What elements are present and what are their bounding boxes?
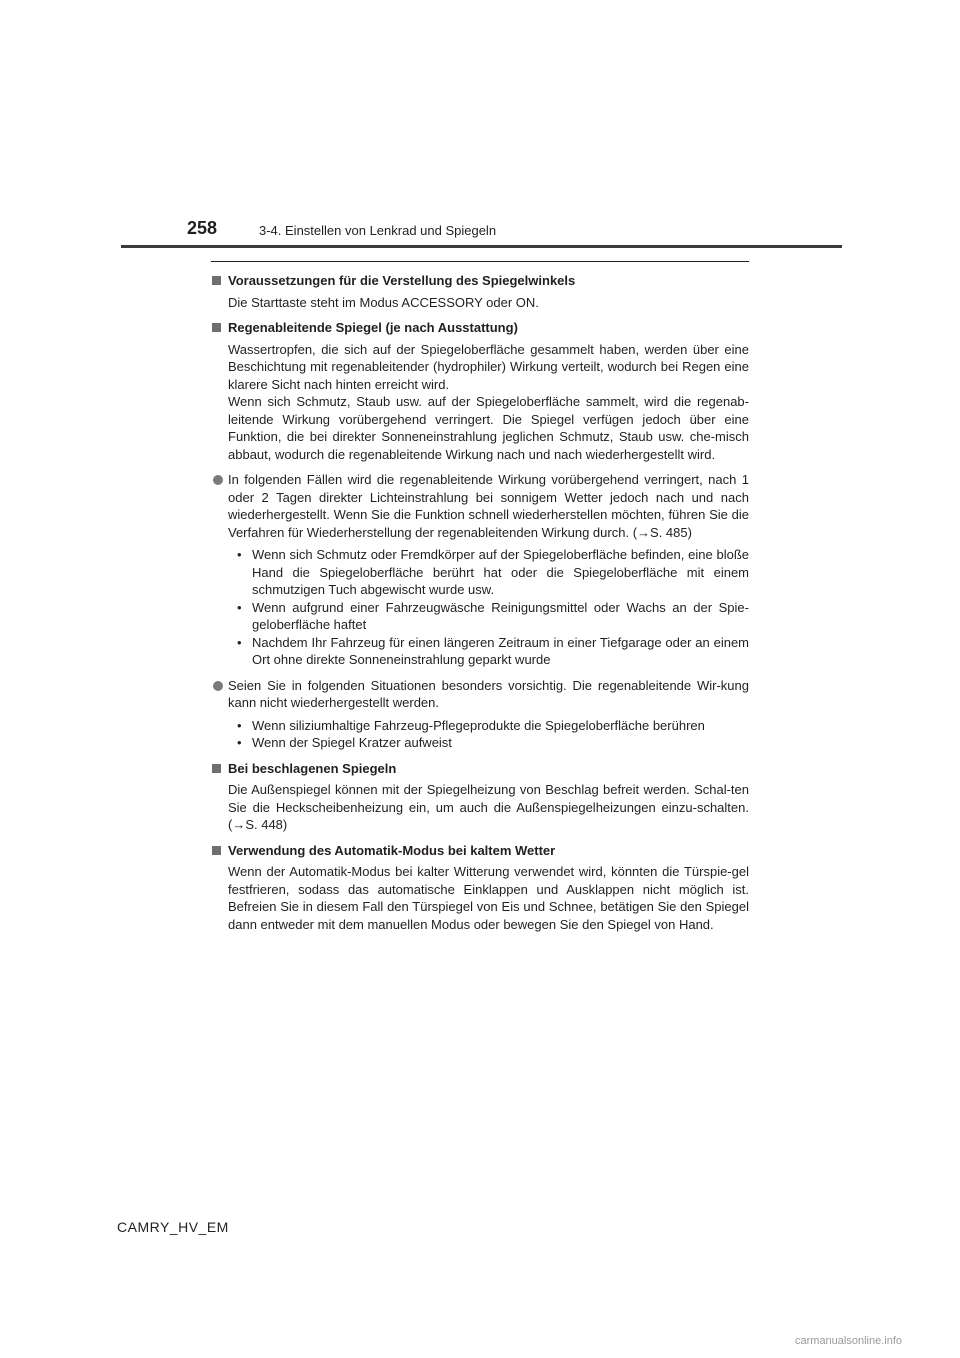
note-item (211, 677, 749, 712)
note-item (211, 471, 749, 541)
square-bullet-icon (212, 276, 221, 285)
content-rule (211, 261, 749, 262)
bullet-list (211, 717, 749, 752)
paragraph-text: Die Starttaste steht im Modus ACCESSORY oder ON. (228, 294, 539, 310)
bullet-list (211, 546, 749, 669)
section-heading (211, 319, 749, 337)
list-item (228, 734, 749, 752)
section-heading (211, 842, 749, 860)
note-text: In folgenden Fällen wird die regenableitende Wirkung vorübergehend verringert, nach 1 oder 2 Tagen direkter Lichteinstrahlung bei sonnigem Wetter jedoch nach und nach wiederhergestellt. Wenn Sie die Funktion schnell wiederherstellen möchten, führen Sie die Verfahren für Wiederherstellung der regenableitenden Wirkung durch. (228, 472, 749, 540)
bullet-dot-icon: • (237, 547, 242, 562)
section-heading-text: Regenableitende Spiegel (je nach Ausstattung) (228, 320, 518, 335)
square-bullet-icon (212, 323, 221, 332)
bullet-dot-icon: • (237, 735, 242, 750)
section-mirror-angle-conditions (211, 272, 749, 311)
list-item (228, 634, 749, 669)
list-item-text: Nachdem Ihr Fahrzeug für einen längeren Zeitraum in einer Tiefgarage oder an einem Ort ohne direkte Sonneneinstrahlung geparkt wurde (252, 634, 749, 667)
section-heading (211, 760, 749, 778)
section-heading-text: Verwendung des Automatik-Modus bei kaltem Wetter (228, 842, 556, 858)
list-item (228, 546, 749, 599)
page-number: 258 (187, 218, 218, 238)
list-item-text: Wenn sich Schmutz oder Fremdkörper auf der Spiegeloberfläche befinden, eine bloße Hand die Spiegeloberfläche berührt hat oder die Spiegeloberfläche mit einem schmutzigen Tuch abgewischt wurde usw. (252, 547, 749, 597)
chapter-title: 3-4. Einstellen von Lenkrad und Spiegeln (259, 223, 497, 238)
section-auto-mode-cold-weather (211, 842, 749, 934)
list-item (228, 717, 749, 735)
list-item-text: Wenn aufgrund einer Fahrzeugwäsche Reinigungsmittel oder Wachs an der Spie-geloberfläche haftet (252, 599, 749, 632)
section-fogged-mirrors (211, 760, 749, 834)
bullet-dot-icon: • (237, 599, 242, 615)
document-code: CAMRY_HV_EM (117, 1219, 229, 1235)
section-heading-text: Voraussetzungen für die Verstellung des Spiegelwinkels (228, 273, 576, 288)
section-heading-text: Bei beschlagenen Spiegeln (228, 760, 397, 776)
paragraph-text: Wassertropfen, die sich auf der Spiegeloberfläche gesammelt haben, werden über eine Beschichtung mit regenableitender (hydrophiler) Wirkung verteilt, wodurch bei Regen eine klarere Sicht nach hinten erreicht wird. (228, 341, 749, 392)
paragraph-text: Wenn der Automatik-Modus bei kalter Witterung verwendet wird, könnten die Türspie-gel festfrieren, sodass das automatische Einklappen und Ausklappen nicht möglich ist. Befreien Sie in diesem Fall den Türspiegel von Eis und Schnee, betätigen Sie den Spiegel dann entweder mit dem manuellen Modus oder bewegen Sie den Spiegel von Hand. (228, 864, 749, 932)
section-heading (211, 272, 749, 290)
section-rain-repellent-mirrors (211, 319, 749, 752)
section-paragraph (211, 781, 749, 834)
list-item-text: Wenn der Spiegel Kratzer aufweist (252, 735, 452, 750)
paragraph-text: Wenn sich Schmutz, Staub usw. auf der Spiegeloberfläche sammelt, wird die regenab-leitende Wirkung vorübergehend verringert. Die Spiegel verfügen jedoch über eine Funktion, die bei direkter Sonneneinstrahlung jeglichen Schmutz, Staub usw. che-misch abbaut, wodurch die regenableitende Wirkung nach und nach wiederhergestellt wird. (228, 394, 749, 462)
list-item-text: Wenn siliziumhaltige Fahrzeug-Pflegeprodukte die Spiegeloberfläche berühren (252, 717, 705, 733)
section-paragraph (211, 294, 749, 312)
bullet-dot-icon: • (237, 634, 242, 650)
circle-bullet-icon (213, 681, 223, 691)
bullet-dot-icon: • (237, 717, 242, 733)
watermark: carmanualsonline.info (795, 1335, 903, 1347)
paragraph-text: Die Außenspiegel können mit der Spiegelheizung von Beschlag befreit werden. Schal-ten Sie die Heckscheibenheizung ein, um auch die Außenspiegelheizungen einzu-schalten. (→S. 448) (228, 782, 749, 832)
page-reference: (→S. 485) (632, 524, 692, 540)
square-bullet-icon (212, 846, 221, 855)
header-rule (121, 245, 842, 248)
section-paragraph (211, 341, 749, 464)
circle-bullet-icon (213, 475, 223, 485)
section-paragraph (211, 863, 749, 933)
page-content (211, 268, 749, 941)
square-bullet-icon (212, 764, 221, 773)
note-text: Seien Sie in folgenden Situationen besonders vorsichtig. Die regenableitende Wir-kung kann nicht wiederhergestellt werden. (228, 677, 749, 710)
list-item (228, 599, 749, 634)
